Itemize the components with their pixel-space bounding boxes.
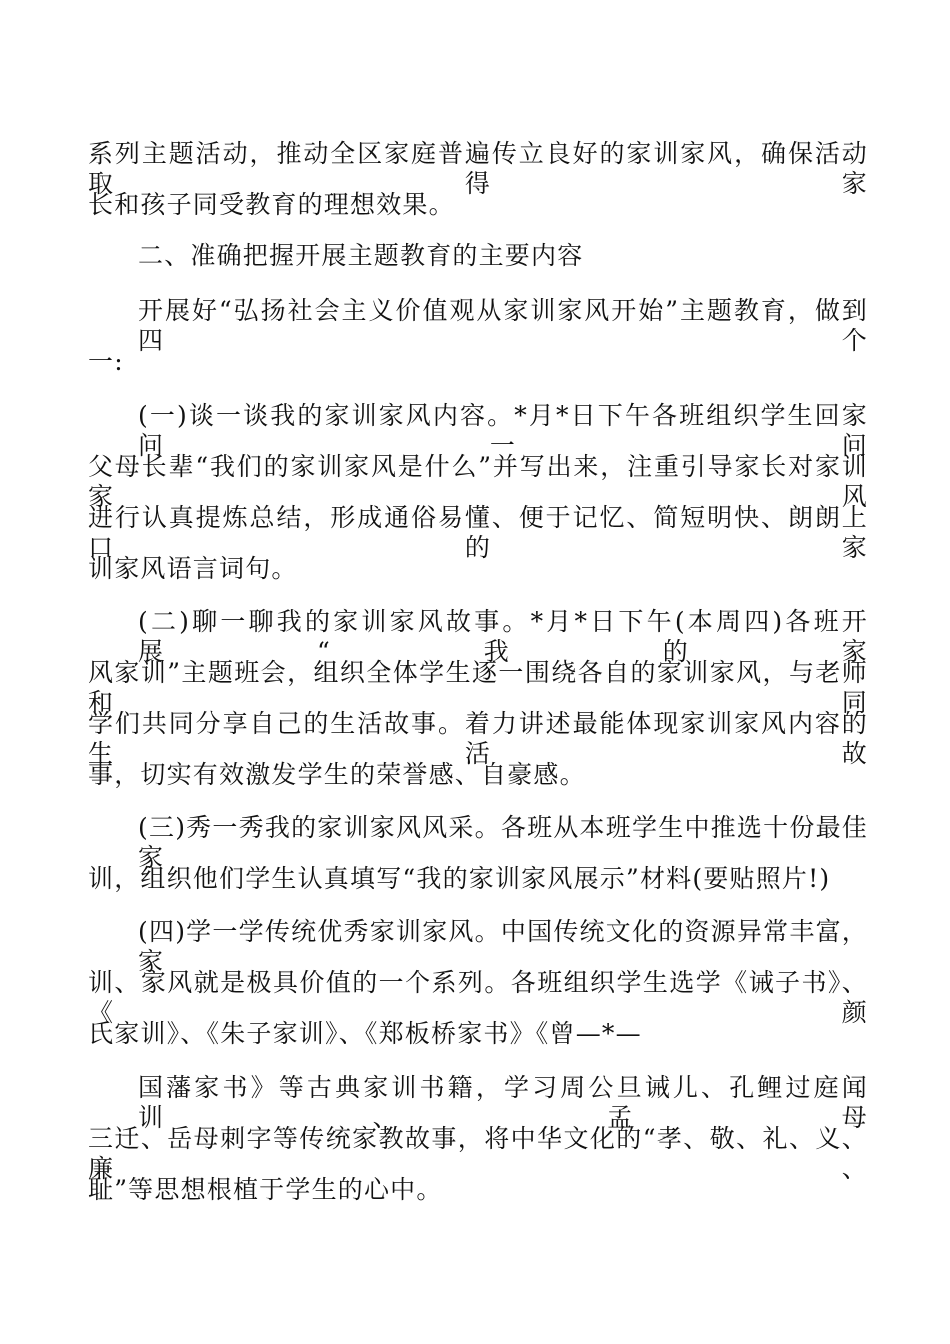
paragraph-line: (三)秀一秀我的家训家风风采。各班从本班学生中推选十份最佳家 [138,813,868,872]
paragraph-line: 氏家训》、《朱子家训》、《郑板桥家书》《曾—*— [88,1019,642,1048]
paragraph-line: (四)学一学传统优秀家训家风。中国传统文化的资源异常丰富，家 [138,917,868,976]
paragraph-line: 开展好“弘扬社会主义价值观从家训家风开始”主题教育，做到四个 [138,296,868,355]
paragraph-line: 训、家风就是极具价值的一个系列。各班组织学生选学《诫子书》、《颜 [88,968,868,1027]
paragraph-line: 系列主题活动，推动全区家庭普遍传立良好的家训家风，确保活动取得家 [88,139,868,198]
paragraph-line: 一: [88,347,124,376]
paragraph-line: 训家风语言词句。 [88,554,298,583]
section-heading: 二、准确把握开展主题教育的主要内容 [138,241,584,270]
paragraph-line: 学们共同分享自己的生活故事。着力讲述最能体现家训家风内容的生活故 [88,709,868,768]
paragraph-line: (二)聊一聊我的家训家风故事。*月*日下午(本周四)各班开展“我的家 [138,607,868,666]
paragraph-line: (一)谈一谈我的家训家风内容。*月*日下午各班组织学生回家问一问 [138,401,868,460]
paragraph-line: 事，切实有效激发学生的荣誉感、自豪感。 [88,760,586,789]
paragraph-line: 耻”等思想根植于学生的心中。 [88,1175,443,1204]
paragraph-line: 父母长辈“我们的家训家风是什么”并写出来，注重引导家长对家训家风 [88,452,868,511]
paragraph-line: 国藩家书》等古典家训书籍，学习周公旦诫儿、孔鲤过庭闻训、孟母 [138,1073,868,1132]
paragraph-line: 训，组织他们学生认真填写“我的家训家风展示”材料(要贴照片!) [88,864,831,893]
paragraph-line: 三迁、岳母刺字等传统家教故事，将中华文化的“孝、敬、礼、义、廉、 [88,1124,868,1183]
paragraph-line: 长和孩子同受教育的理想效果。 [88,190,455,219]
paragraph-line: 进行认真提炼总结，形成通俗易懂、便于记忆、简短明快、朗朗上口的家 [88,503,868,562]
paragraph-line: 风家训”主题班会，组织全体学生逐一围绕各自的家训家风，与老师和同 [88,658,868,717]
